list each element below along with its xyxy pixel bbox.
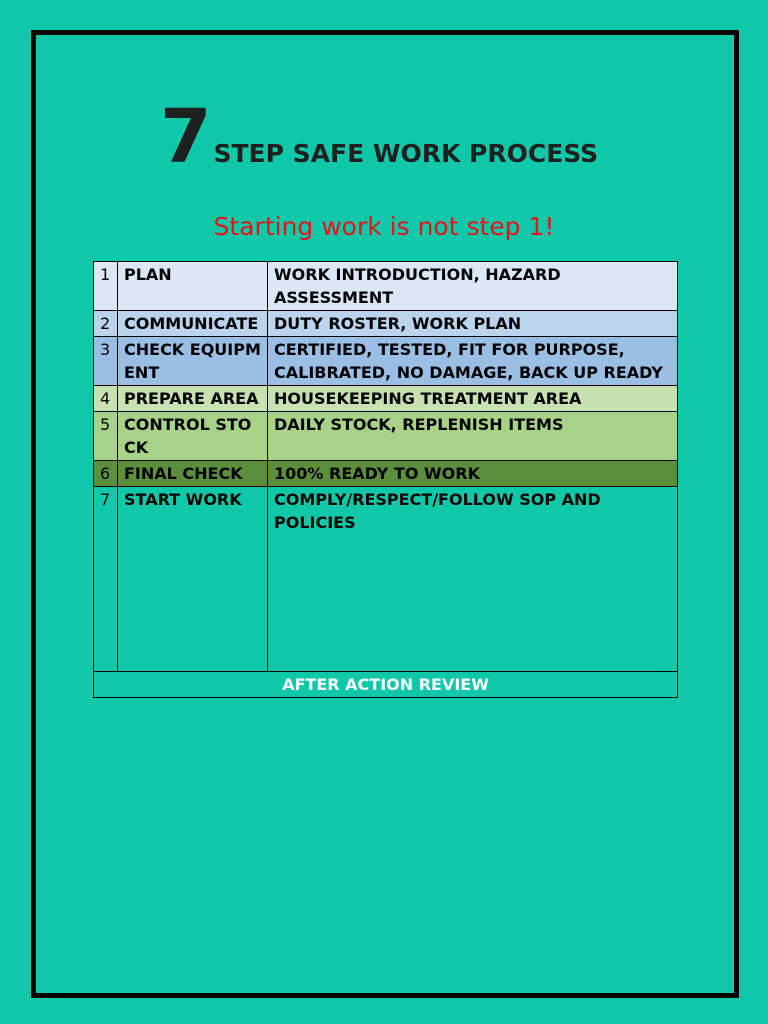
table-row <box>94 386 678 412</box>
step-action: START WORK <box>118 487 268 672</box>
table-row <box>94 311 678 337</box>
step-action: PREPARE AREA <box>118 386 268 412</box>
step-detail: COMPLY/RESPECT/FOLLOW SOP AND POLICIES <box>268 487 678 672</box>
step-number: 2 <box>94 311 118 337</box>
step-number: 3 <box>94 337 118 386</box>
step-number: 4 <box>94 386 118 412</box>
step-detail: WORK INTRODUCTION, HAZARD ASSESSMENT <box>268 262 678 311</box>
table-row <box>94 262 678 311</box>
step-detail: CERTIFIED, TESTED, FIT FOR PURPOSE, CALIBRATED, NO DAMAGE, BACK UP READY <box>268 337 678 386</box>
table-row <box>94 487 678 672</box>
table-row <box>94 337 678 386</box>
step-detail: 100% READY TO WORK <box>268 461 678 487</box>
table-row <box>94 461 678 487</box>
table-footer-row <box>94 672 678 698</box>
step-number: 1 <box>94 262 118 311</box>
step-action: PLAN <box>118 262 268 311</box>
step-action: FINAL CHECK <box>118 461 268 487</box>
step-detail: DAILY STOCK, REPLENISH ITEMS <box>268 412 678 461</box>
subtitle: Starting work is not step 1! <box>213 212 555 241</box>
steps-table <box>93 261 678 698</box>
table-row <box>94 412 678 461</box>
step-action: CONTROL STOCK <box>118 412 268 461</box>
step-number: 5 <box>94 412 118 461</box>
step-action: CHECK EQUIPMENT <box>118 337 268 386</box>
title-text: STEP SAFE WORK PROCESS <box>213 139 599 168</box>
step-number: 7 <box>94 487 118 672</box>
after-action-review: AFTER ACTION REVIEW <box>94 672 678 698</box>
step-detail: HOUSEKEEPING TREATMENT AREA <box>268 386 678 412</box>
page-title <box>160 94 599 180</box>
step-detail: DUTY ROSTER, WORK PLAN <box>268 311 678 337</box>
step-action: COMMUNICATE <box>118 311 268 337</box>
title-number: 7 <box>160 94 210 180</box>
step-number: 6 <box>94 461 118 487</box>
